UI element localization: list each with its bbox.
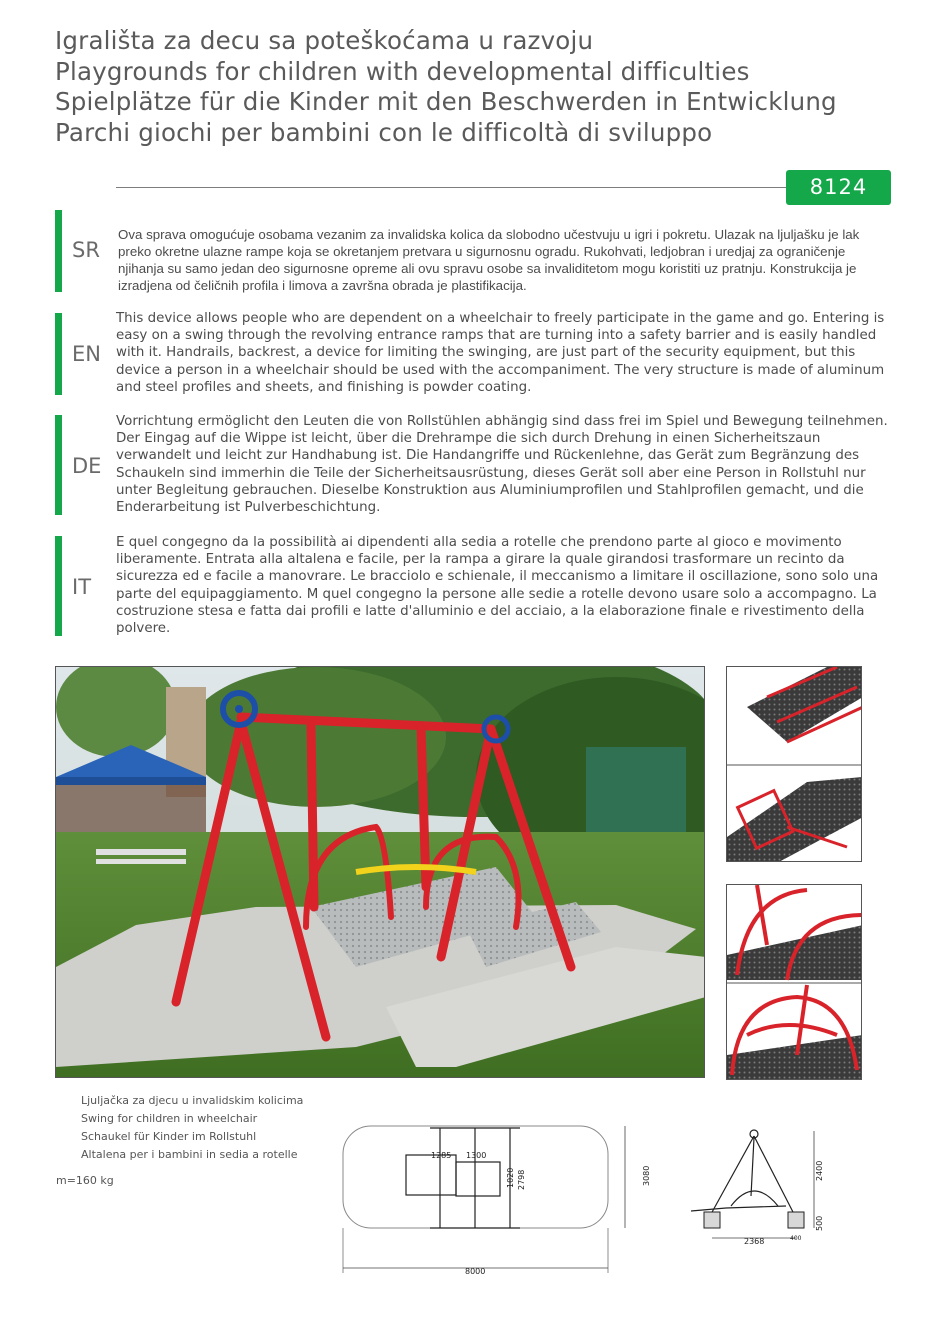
dim-1020: 1020 <box>506 1167 515 1188</box>
caption-it: Altalena per i bambini in sedia a rotelle <box>81 1148 298 1161</box>
dim-3080: 3080 <box>642 1165 651 1186</box>
header-divider <box>116 187 788 188</box>
title-it: Parchi giochi per bambini con le difficoltà di sviluppo <box>55 117 713 147</box>
dim-1285: 1285 <box>431 1151 452 1160</box>
dim-8000: 8000 <box>465 1267 486 1276</box>
description-sr: Ova sprava omogućuje osobama vezanim za invalidska kolica da slobodno učestvuju u igri i pokretu. Ulazak na ljuljašku je lak preko okretne ulazne rampe koja se okretanjem pretvara u sigurnosnu ogradu. Rukohvati, ledjobran i uredjaj za ograničenje njihanja su samo jedan deo sigurnosne opreme ali ovu spravu osobe sa invaliditetom mogu koristiti uz pratnju. Konstrukcija je izradjena od čeličnih profila i limova a završna obrada je plastifikacija. <box>118 227 860 294</box>
dim-2368: 2368 <box>744 1237 765 1246</box>
title-sr: Igrališta za decu sa poteškoćama u razvoju <box>55 26 594 55</box>
title-block <box>55 26 837 148</box>
caption-sr: Ljuljačka za djecu u invalidskim kolicima <box>81 1094 304 1107</box>
side-view-drawing <box>686 1126 836 1251</box>
mass-label: m=160 kg <box>56 1174 114 1187</box>
dim-2400: 2400 <box>815 1160 824 1181</box>
product-code-badge: 8124 <box>786 170 891 205</box>
main-product-photo <box>55 666 705 1078</box>
dim-500: 500 <box>815 1215 824 1231</box>
title-en: Playgrounds for children with developmental difficulties <box>55 56 750 86</box>
lang-code-de: DE <box>72 454 102 478</box>
title-de: Spielplätze für die Kinder mit den Beschwerden in Entwicklung <box>55 87 837 116</box>
dim-400: 400 <box>790 1235 802 1242</box>
detail-photo-frame <box>726 884 862 1080</box>
section-bar-it <box>55 536 62 636</box>
description-en: This device allows people who are dependent on a wheelchair to freely participate in the game and go. Entering is easy on a swing through the revolving entrance ramps that are turning into a safety barrier and is easily handled with it. Handrails, backrest, a device for limiting the swinging, are just part of the security equipment, but this device a person in a wheelchair should be used with the accompaniment. The very structure is made of aluminum and steel profiles and sheets, and finishing is powder coating. <box>116 311 885 395</box>
section-bar-sr <box>55 210 62 292</box>
description-it: E quel congegno da la possibilità ai dipendenti alla sedia a rotelle che prendono parte al gioco e movimento liberamente. Entrata alla altalena e facile, per la rampa a girare la quale girandosi trasformare un recinto da sicurezza ed e facile a manovrare. Le bracciolo e schienale, il meccanismo a limitare il oscillazione, sono solo una parte del equipaggiamento. M quel congegno la persone alle sedie a rotelle devono usare solo a accompagno. La costruzione stesa e fatta dai profili e latte d'alluminio e del acciaio, a la elaborazione finale e rivestimento della polvere. <box>116 535 879 637</box>
detail-photo-platform <box>726 666 862 862</box>
section-bar-en <box>55 313 62 395</box>
dim-2798: 2798 <box>517 1169 526 1190</box>
caption-de: Schaukel für Kinder im Rollstuhl <box>81 1130 257 1143</box>
lang-code-sr: SR <box>72 238 100 262</box>
lang-code-en: EN <box>72 342 101 366</box>
lang-code-it: IT <box>72 575 92 599</box>
description-de: Vorrichtung ermöglicht den Leuten die von Rollstühlen abhängig sind dass frei im Spiel und Bewegung teilnehmen. Der Eingag auf die Wippe ist leicht, über die Drehrampe die sich durch Drehung in einen Sicherheitszaun verwandelt und leicht zur Handhabung ist. Die Handangriffe und Rückenlehne, das Gerät zum Begränzung des Schaukeln sind immerhin die Teile der Sicherheitsausrüstung, dieses Gerät soll aber eine Person in Rollstuhl nur unter Begleitung gebrauchen. Dieselbe Konstruktion aus Aluminiumprofilen und Stahlprofilen gemacht, und die Enderarbeitung ist Pulverbeschichtung. <box>116 414 888 516</box>
dim-1300: 1300 <box>466 1151 487 1160</box>
plan-view-drawing <box>335 1118 665 1283</box>
photo-caption <box>81 1092 303 1164</box>
caption-en: Swing for children in wheelchair <box>81 1112 258 1125</box>
section-bar-de <box>55 415 62 515</box>
